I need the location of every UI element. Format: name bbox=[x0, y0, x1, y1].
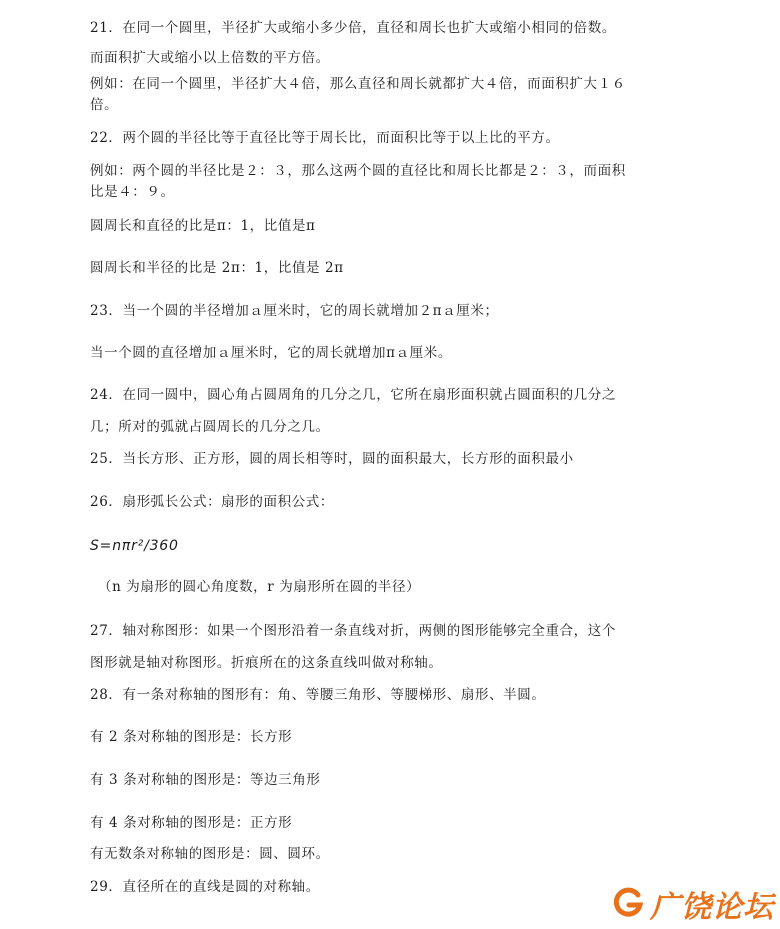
circumference-radius-ratio: 圆周长和半径的比是 2π：1，比值是 2π bbox=[90, 260, 344, 276]
item-22-example-line-2: 比是４：９。 bbox=[90, 184, 175, 200]
watermark-text: 广饶论坛 bbox=[650, 890, 774, 925]
item-29-line-1: 29．直径所在的直线是圆的对称轴。 bbox=[90, 879, 320, 895]
g-logo-icon bbox=[612, 886, 646, 920]
item-22-example-line-1: 例如：两个圆的半径比是２：３，那么这两个圆的直径比和周长比都是２：３，而面积 bbox=[90, 163, 626, 179]
item-21-example-line-2: 倍。 bbox=[90, 97, 119, 113]
item-21-line-2: 而面积扩大或缩小以上倍数的平方倍。 bbox=[90, 50, 330, 66]
two-axes-line: 有 2 条对称轴的图形是：长方形 bbox=[90, 729, 293, 745]
circumference-diameter-ratio: 圆周长和直径的比是π：1，比值是π bbox=[90, 218, 316, 234]
item-26-line-1: 26．扇形弧长公式：扇形的面积公式： bbox=[90, 494, 334, 510]
item-27-line-2: 图形就是轴对称图形。折痕所在的这条直线叫做对称轴。 bbox=[90, 655, 443, 671]
item-21-example-line-1: 例如：在同一个圆里，半径扩大４倍，那么直径和周长就都扩大４倍，而面积扩大１６ bbox=[90, 76, 626, 92]
infinite-axes-line: 有无数条对称轴的图形是：圆、圆环。 bbox=[90, 846, 330, 862]
four-axes-line: 有 4 条对称轴的图形是：正方形 bbox=[90, 815, 293, 831]
watermark-logo bbox=[612, 880, 772, 924]
item-28-line-1: 28．有一条对称轴的图形有：角、等腰三角形、等腰梯形、扇形、半圆。 bbox=[90, 687, 546, 703]
item-27-line-1: 27．轴对称图形：如果一个图形沿着一条直线对折，两侧的图形能够完全重合，这个 bbox=[90, 623, 616, 639]
item-23-line-1: 23．当一个圆的半径增加ａ厘米时，它的周长就增加２πａ厘米； bbox=[90, 303, 499, 319]
sector-area-formula: S=nπr²/360 bbox=[90, 538, 179, 554]
item-22-line-1: 22．两个圆的半径比等于直径比等于周长比，而面积比等于以上比的平方。 bbox=[90, 130, 560, 146]
item-24-line-2: 几；所对的弧就占圆周长的几分之几。 bbox=[90, 419, 330, 435]
item-25-line-1: 25．当长方形、正方形，圆的周长相等时，圆的面积最大，长方形的面积最小 bbox=[90, 451, 574, 467]
item-23-line-2: 当一个圆的直径增加ａ厘米时，它的周长就增加πａ厘米。 bbox=[90, 345, 452, 361]
item-21-line-1: 21．在同一个圆里，半径扩大或缩小多少倍，直径和周长也扩大或缩小相同的倍数。 bbox=[90, 20, 616, 36]
formula-note: （n 为扇形的圆心角度数，r 为扇形所在圆的半径） bbox=[98, 579, 421, 595]
three-axes-line: 有 3 条对称轴的图形是：等边三角形 bbox=[90, 772, 321, 788]
item-24-line-1: 24．在同一圆中，圆心角占圆周角的几分之几，它所在扇形面积就占圆面积的几分之 bbox=[90, 387, 616, 403]
